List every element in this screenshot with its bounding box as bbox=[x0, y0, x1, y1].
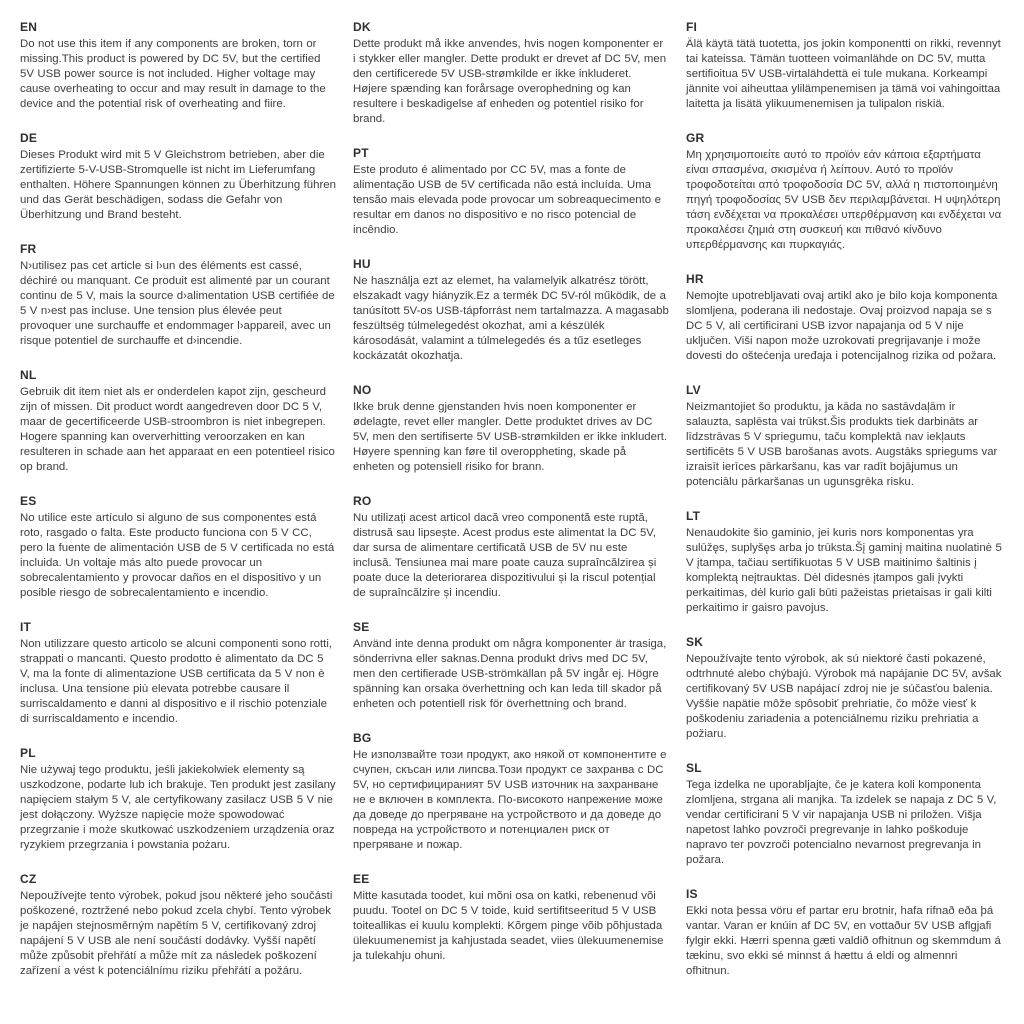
language-section-hr bbox=[686, 272, 1002, 364]
language-section-sl bbox=[686, 761, 1002, 868]
language-section-gr bbox=[686, 131, 1002, 253]
warning-text: Nemojte upotrebljavati ovaj artikl ako je bilo koja komponenta slomljena, poderana ili nedostaje. Ovaj proizvod napaja se s DC 5 V, ali certificirani USB izvor napajanja od 5 V nije uključen. Viši napon može uzrokovati pregrijavanje i može dovesti do oštećenja uređaja i potencijalnog rizika od požara. bbox=[686, 290, 998, 362]
language-code-label: SK bbox=[686, 635, 704, 649]
warning-text: Nepoužívajte tento výrobok, ak sú niektoré časti pokazené, odtrhnuté alebo chýbajú. Výrobok má napájanie DC 5V, avšak certifikovaný 5V USB napájací zdroj nie je súčasťou balenia. Vyššie napätie môže spôsobiť prehriatie, čo môže viesť k poškodeniu zariadenia a potenciálnemu riziku prehriatia a požiaru. bbox=[686, 653, 1002, 740]
warning-text: Dieses Produkt wird mit 5 V Gleichstrom betrieben, aber die zertifizierte 5-V-USB-Stromquelle ist nicht im Lieferumfang enthalten. Höhere Spannungen können zu Überhitzung führen und das Gerät beschädigen, sodass die Gefahr von Überhitzung und Brand besteht. bbox=[20, 149, 336, 221]
language-code-label: HR bbox=[686, 272, 704, 286]
language-code-label: LV bbox=[686, 383, 701, 397]
language-code-label: IT bbox=[20, 620, 32, 634]
warning-text: Använd inte denna produkt om några komponenter är trasiga, sönderrivna eller saknas.Denna produkt drivs med DC 5V, men den certifierade USB-strömkällan på 5V ingår ej. Högre spänning kan orsaka överhettning och kan leda till skador på enheten och potentiell risk för överhettning och brand. bbox=[353, 638, 667, 710]
language-column-1 bbox=[20, 20, 336, 1008]
warning-text: Nepoužívejte tento výrobek, pokud jsou některé jeho součásti poškozené, roztržené nebo pokud zcela chybí. Tento výrobek je napájen stejnosměrným napětím 5 V, certifikovaný zdroj napájení 5 V USB ale není součástí dodávky. Vyšší napětí může způsobit přehřátí a může mít za následek poškození zařízení a vést k potenciálnímu riziku přehřátí a požáru. bbox=[20, 890, 333, 977]
language-section-fi bbox=[686, 20, 1002, 112]
warning-text: Ikke bruk denne gjenstanden hvis noen komponenter er ødelagte, revet eller mangler. Dette produktet drives av DC 5V, men den sertifiserte 5V USB-strømkilden er ikke inkludert. Høyere spenning kan føre til overoppheting, skade på enheten og potensiell risiko for brann. bbox=[353, 401, 668, 473]
language-code-label: HU bbox=[353, 257, 371, 271]
warning-text: Tega izdelka ne uporabljajte, če je katera koli komponenta zlomljena, strgana ali manjka. Ta izdelek se napaja z DC 5 V, vendar certificirani 5 V vir napajanja USB ni priložen. Višja napetost lahko povzroči pregrevanje in lahko poškoduje napravo ter povzroči potencialno nevarnost pregrevanja in požara. bbox=[686, 779, 997, 866]
language-section-pl bbox=[20, 746, 336, 853]
language-code-label: NO bbox=[353, 383, 372, 397]
language-code-label: ES bbox=[20, 494, 37, 508]
language-code-label: DE bbox=[20, 131, 38, 145]
warning-text: Älä käytä tätä tuotetta, jos jokin komponentti on rikki, revennyt tai kateissa. Tämän tuotteen voimanlähde on DC 5V, mutta sertifioitua 5V USB-virtalähdettä ei tule mukana. Korkeampi jännite voi aiheuttaa ylilämpenemisen ja tämä voi vahingoittaa laitetta ja lisätä ylikuumenemisen ja tulipalon riskiä. bbox=[686, 38, 1001, 110]
language-section-bg bbox=[353, 731, 669, 853]
warning-text: Nie używaj tego produktu, jeśli jakiekolwiek elementy są uszkodzone, podarte lub ich brakuje. Ten produkt jest zasilany napięciem stałym 5 V, ale certyfikowany zasilacz USB 5 V nie jest dołączony. Wyższe napięcie może spowodować przegrzanie i może skutkować uszkodzeniem urządzenia oraz ryzykiem przegrzania i powstania pożaru. bbox=[20, 764, 336, 851]
language-section-ee bbox=[353, 872, 669, 964]
warning-text: Dette produkt må ikke anvendes, hvis nogen komponenter er i stykker eller mangler. Dette produkt er drevet af DC 5V, men den certificerede 5V USB-strømkilde er ikke inkluderet. Højere spænding kan forårsage overophedning og kan resultere i beskadigelse af enheden og potentiel risiko for brand. bbox=[353, 38, 667, 125]
warning-text: Ne használja ezt az elemet, ha valamelyik alkatrész törött, elszakadt vagy hiányzik.Ez a termék DC 5V-ról működik, de a tanúsított 5V-os USB-tápforrást nem tartalmazza. A magasabb feszültség túlmelegedést okozhat, ami a készülék károsodását, valamint a túlmelegedés és a tűz esetleges kockázatát okozhatja. bbox=[353, 275, 669, 362]
warning-text: Μη χρησιμοποιείτε αυτό το προϊόν εάν κάποια εξαρτήματα είναι σπασμένα, σκισμένα ή λείπουν. Αυτό το προϊόν τροφοδοτείται από τροφοδοσία DC 5V, αλλά η πιστοποιημένη πηγή τροφοδοσίας 5V USB δεν περιλαμβάνεται. Η υψηλότερη τάση ενδέχεται να προκαλέσει υπερθέρμανση και ενδέχεται να προκαλέσει ζημιά στη συσκευή και πιθανό κίνδυνο υπερθέρμανσης και πυρκαγιάς. bbox=[686, 149, 1002, 251]
warning-text: Nu utilizați acest articol dacă vreo componentă este ruptă, distrusă sau lipsește. Acest produs este alimentat la DC 5V, dar sursa de alimentare certificată USB de 5V nu este inclusă. Tensiunea mai mare poate cauza supraîncălzirea și poate duce la deteriorarea dispozitivului și la riscul potențial de supraîncălzire și incendiu. bbox=[353, 512, 657, 599]
language-section-se bbox=[353, 620, 669, 712]
language-code-label: FR bbox=[20, 242, 37, 256]
language-section-de bbox=[20, 131, 336, 223]
language-code-label: LT bbox=[686, 509, 701, 523]
language-code-label: BG bbox=[353, 731, 372, 745]
language-code-label: FI bbox=[686, 20, 698, 34]
warning-text: Ekki nota þessa vöru ef partar eru brotnir, hafa rifnað eða þá vantar. Varan er knúin af DC 5V, en vottaður 5V USB aflgjafi fylgir ekki. Hærri spenna gæti valdið ofhitnun og skemmdum á tækinu, svo ekki sé minnst á hættu á eldi og almennri ofhitnun. bbox=[686, 905, 1001, 977]
language-code-label: NL bbox=[20, 368, 37, 382]
language-code-label: RO bbox=[353, 494, 372, 508]
language-section-sk bbox=[686, 635, 1002, 742]
language-code-label: PT bbox=[353, 146, 369, 160]
warning-text: No utilice este artículo si alguno de sus componentes está roto, rasgado o falta. Este producto funciona con 5 V CC, pero la fuente de alimentación USB de 5 V certificada no está incluida. Un voltaje más alto puede provocar un sobrecalentamiento y provocar daños en el dispositivo y un posible riesgo de sobrecalentamiento e incendio. bbox=[20, 512, 335, 599]
warning-text: Mitte kasutada toodet, kui mõni osa on katki, rebenenud või puudu. Tootel on DC 5 V toide, kuid sertifitseeritud 5 V USB toiteallikas ei kuulu komplekti. Kõrgem pinge võib põhjustada ülekuumenemist ja kahjustada seadet, viies ülekuumenemise ja tulekahju ohuni. bbox=[353, 890, 664, 962]
warning-text: Neizmantojiet šo produktu, ja kāda no sastāvdaļām ir salauzta, saplēsta vai trūkst.Šis produkts tiek darbināts ar līdzstrāvas 5 V spriegumu, taču komplektā nav iekļauts sertificēts 5 V USB barošanas avots. Augstāks spriegums var izraisīt ierīces pārkaršanu, kas var radīt bojājumus un potenciālu pārkaršanas un ugunsgrēka risku. bbox=[686, 401, 998, 488]
warning-text: Не използвайте този продукт, ако някой от компонентите е счупен, скъсан или липсва.Този продукт се захранва с DC 5V, но сертифицираният 5V USB източник на захранване не е включен в комплекта. По-високото напрежение може да доведе до прегряване на устройството и да доведе до повреда на устройството и потенциален риск от прегряване и пожар. bbox=[353, 749, 667, 851]
warning-text: Nenaudokite šio gaminio, jei kuris nors komponentas yra sulūžęs, suplyšęs arba jo trūksta.Šį gaminį maitina nuolatinė 5 V įtampa, tačiau sertifikuotas 5 V USB maitinimo šaltinis į komplektą neįtrauktas. Dėl didesnės įtampos gali įvykti perkaitimas, dėl kurio gali būti pažeistas prietaisas ir gali kilti perkaitimo ir gaisro pavojus. bbox=[686, 527, 1002, 614]
language-section-dk bbox=[353, 20, 669, 127]
language-code-label: SE bbox=[353, 620, 370, 634]
language-code-label: GR bbox=[686, 131, 705, 145]
language-section-cz bbox=[20, 872, 336, 979]
warning-text: Este produto é alimentado por CC 5V, mas a fonte de alimentação USB de 5V certificada não está incluída. Uma tensão mais elevada pode provocar um sobreaquecimento e resultar em danos no dispositivo e no risco potencial de incêndio. bbox=[353, 164, 661, 236]
language-code-label: IS bbox=[686, 887, 698, 901]
language-section-ro bbox=[353, 494, 669, 601]
language-column-3 bbox=[686, 20, 1002, 1008]
language-code-label: CZ bbox=[20, 872, 37, 886]
language-section-nl bbox=[20, 368, 336, 475]
language-section-lt bbox=[686, 509, 1002, 616]
language-code-label: EN bbox=[20, 20, 38, 34]
language-code-label: PL bbox=[20, 746, 36, 760]
warning-text: Do not use this item if any components are broken, torn or missing.This product is powered by DC 5V, but the certified 5V USB power source is not included. Higher voltage may cause overheating to occur and may result in damage to the device and the potential risk of overheating and fiire. bbox=[20, 38, 326, 110]
language-section-es bbox=[20, 494, 336, 601]
language-section-fr bbox=[20, 242, 336, 349]
language-section-pt bbox=[353, 146, 669, 238]
language-section-hu bbox=[353, 257, 669, 364]
language-code-label: SL bbox=[686, 761, 702, 775]
language-column-2 bbox=[353, 20, 669, 1008]
language-section-lv bbox=[686, 383, 1002, 490]
warning-text: Non utilizzare questo articolo se alcuni componenti sono rotti, strappati o mancanti. Questo prodotto è alimentato da DC 5 V, ma la fonte di alimentazione USB certificata da 5 V non è inclusa. Una tensione più elevata potrebbe causare il surriscaldamento e danni al dispositivo e il rischio potenziale di surriscaldamento e incendio. bbox=[20, 638, 333, 725]
language-code-label: DK bbox=[353, 20, 371, 34]
warning-text: N›utilisez pas cet article si l›un des éléments est cassé, déchiré ou manquant. Ce produit est alimenté par un courant continu de 5 V, mais la source d›alimentation USB certifiée de 5 V n›est pas incluse. Une tension plus élevée peut provoquer une surchauffe et endommager l›appareil, avec un risque potentiel de surchauffe et d›incendie. bbox=[20, 260, 335, 347]
language-section-it bbox=[20, 620, 336, 727]
warning-text: Gebruik dit item niet als er onderdelen kapot zijn, gescheurd zijn of missen. Dit product wordt aangedreven door DC 5 V, maar de gecertificeerde USB-stroombron is niet inbegrepen. Hogere spanning kan oververhitting veroorzaken en kan resulteren in schade aan het apparaat en een potentieel risico op brand. bbox=[20, 386, 335, 473]
language-section-no bbox=[353, 383, 669, 475]
language-section-en bbox=[20, 20, 336, 112]
language-section-is bbox=[686, 887, 1002, 979]
language-code-label: EE bbox=[353, 872, 370, 886]
